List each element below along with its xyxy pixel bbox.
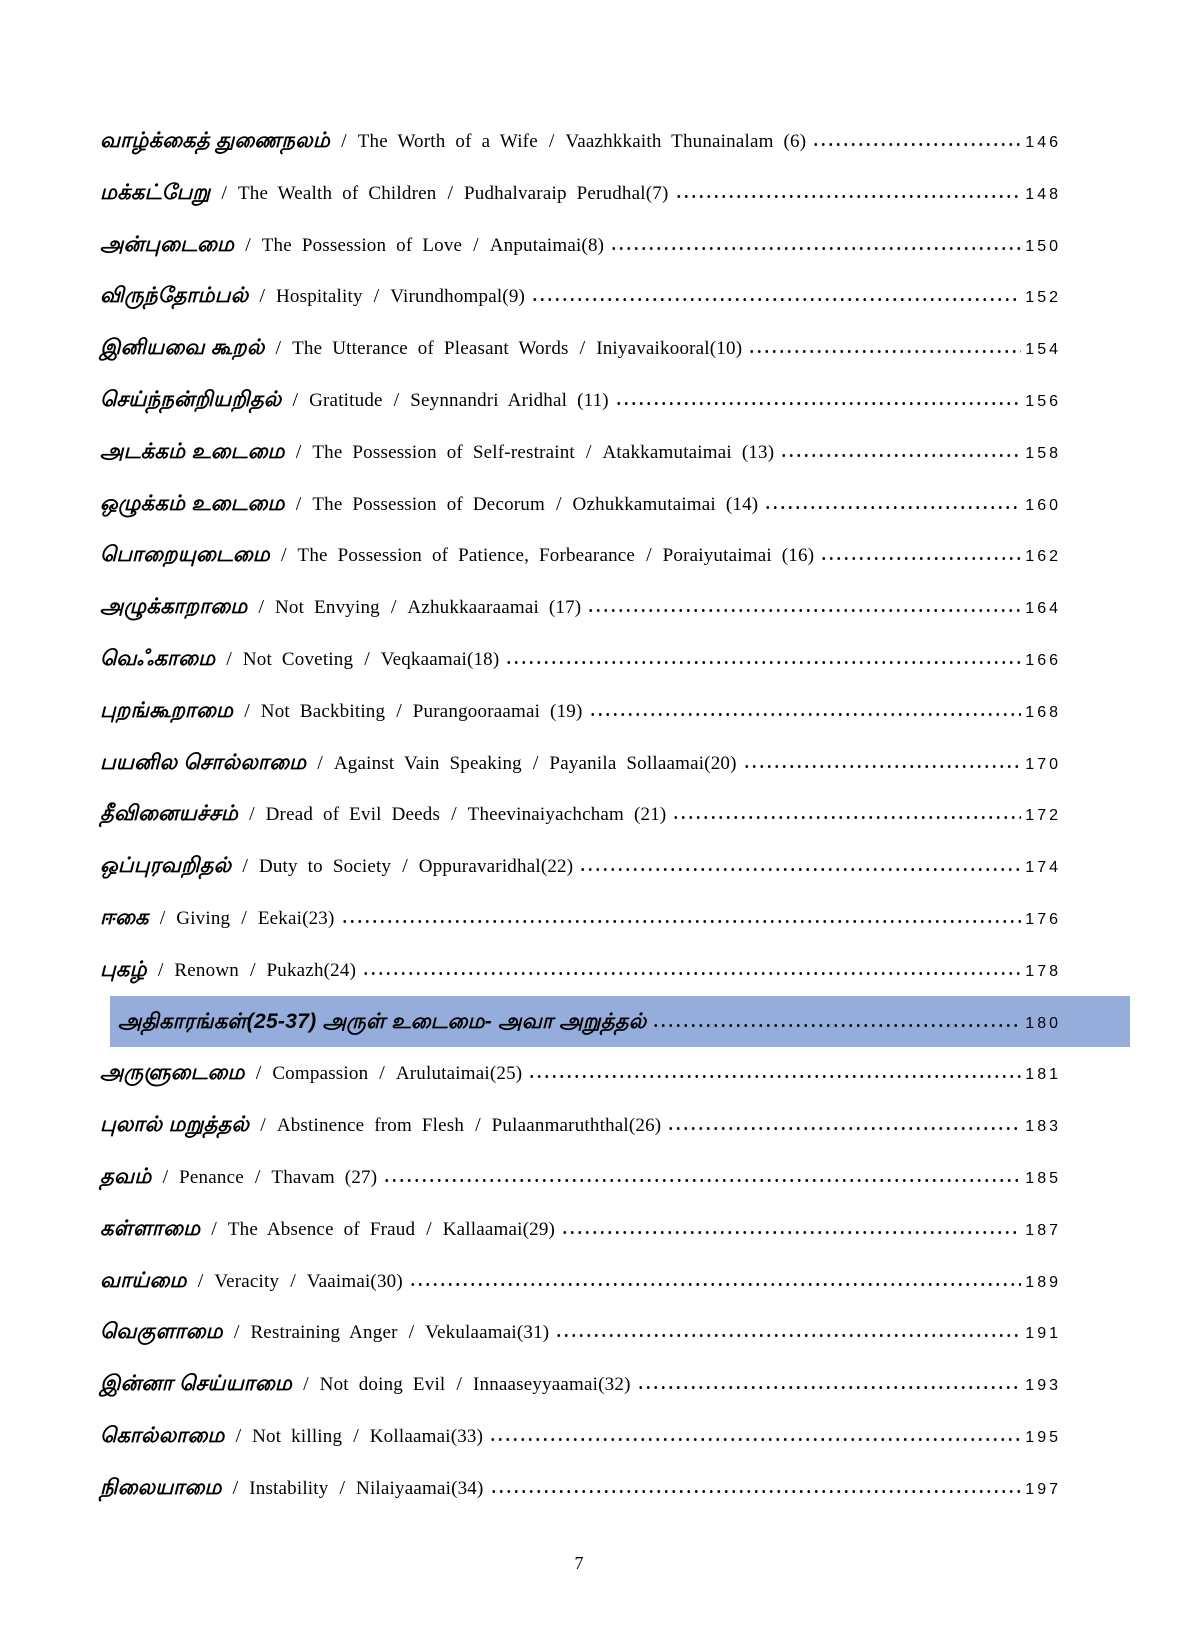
toc-entry-tamil-title: வாய்மை (100, 1268, 187, 1292)
dot-leader (637, 1386, 1022, 1389)
toc-entry-english-title: Dread of Evil Deeds (265, 804, 441, 826)
toc-row (100, 115, 1061, 167)
toc-row (100, 1047, 1061, 1099)
toc-entry-english-title: Not Backbiting (260, 700, 386, 722)
dot-leader (615, 402, 1021, 405)
page-footer (100, 1551, 1058, 1575)
toc-entry-page-number: 154 (1025, 341, 1061, 359)
separator-slash: / (245, 233, 251, 256)
toc-entry-transliteration: Purangooraamai (19) (412, 700, 583, 722)
toc-entry-english-title: The Possession of Decorum (312, 493, 545, 515)
separator-slash: / (197, 1269, 204, 1292)
separator-slash: / (303, 1373, 309, 1396)
toc-entry-transliteration: Azhukkaaraamai (17) (407, 597, 582, 619)
toc-row (100, 944, 1061, 996)
toc-entry-transliteration: Pudhalvaraip Perudhal(7) (464, 182, 669, 204)
separator-slash: / (295, 440, 302, 463)
toc-entry-page-number: 191 (1025, 1325, 1061, 1343)
toc-entry-transliteration: Innaaseyyaamai(32) (472, 1374, 631, 1396)
toc-entry-transliteration: Eekai(23) (257, 907, 335, 929)
toc-entry-tamil-title: அதிகாரங்கள்(25-37) அருள் உடைமை- அவா அறுத்தல் (118, 1009, 647, 1033)
dot-leader (743, 765, 1022, 768)
toc-row (100, 1099, 1061, 1151)
toc-entry-tamil-title: செய்ந்நன்றியறிதல் (100, 387, 282, 411)
toc-entry-english-title: Abstinence from Flesh (276, 1115, 465, 1137)
toc-row (100, 581, 1061, 633)
dot-leader (489, 1438, 1021, 1441)
separator-slash: / (396, 699, 402, 722)
separator-slash: / (555, 492, 562, 515)
toc-entry-transliteration: Virundhompal(9) (390, 286, 526, 308)
toc-entry-english-title: Giving (176, 907, 231, 929)
toc-row (100, 270, 1061, 322)
dot-leader (780, 454, 1021, 457)
toc-row (100, 478, 1061, 530)
toc-entry-english-title: Renown (174, 959, 239, 981)
separator-slash: / (290, 1269, 296, 1292)
dot-leader (652, 1024, 1021, 1027)
dot-leader (555, 1334, 1021, 1337)
toc-entry-transliteration: Pulaanmaruththal(26) (491, 1115, 662, 1137)
separator-slash: / (548, 130, 555, 152)
toc-entry-english-title: Hospitality (276, 286, 363, 308)
toc-row (100, 167, 1061, 219)
dot-leader (820, 557, 1021, 560)
toc-entry-tamil-title: கொல்லாமை (100, 1423, 225, 1447)
toc-entry-english-title: Restraining Anger (250, 1322, 398, 1344)
separator-slash: / (241, 906, 247, 929)
toc-entry-transliteration: Oppuravaridhal(22) (418, 856, 574, 878)
toc-entry-english-title: Not doing Evil (319, 1374, 446, 1396)
toc-entry-transliteration: Atakkamutaimai (13) (602, 441, 775, 463)
toc-entry-english-title: The Possession of Love (261, 234, 463, 256)
toc-row (100, 426, 1061, 478)
separator-slash: / (402, 855, 408, 878)
toc-entry-transliteration: Poraiyutaimai (16) (662, 545, 815, 567)
separator-slash: / (226, 647, 232, 670)
separator-slash: / (221, 181, 227, 204)
toc-entry-page-number: 187 (1025, 1221, 1061, 1239)
toc-row (100, 737, 1061, 789)
separator-slash: / (159, 906, 166, 929)
separator-slash: / (379, 1062, 385, 1085)
toc-entry-transliteration: Ozhukkamutaimai (14) (572, 493, 759, 515)
toc-entry-page-number: 150 (1025, 237, 1061, 255)
separator-slash: / (292, 388, 299, 411)
toc-entry-page-number: 185 (1025, 1169, 1061, 1187)
toc-row (100, 374, 1061, 426)
toc-entry-english-title: Gratitude (309, 389, 383, 411)
toc-entry-tamil-title: புலால் மறுத்தல் (100, 1113, 250, 1137)
separator-slash: / (244, 699, 250, 722)
dot-leader (531, 298, 1021, 301)
toc-entry-page-number: 193 (1025, 1377, 1061, 1395)
toc-entry-page-number: 160 (1025, 496, 1061, 514)
toc-entry-tamil-title: ஒழுக்கம் உடைமை (100, 491, 285, 515)
dot-leader (610, 247, 1021, 250)
toc-entry-tamil-title: ஒப்புரவறிதல் (100, 854, 232, 878)
dot-leader (341, 920, 1022, 923)
separator-slash: / (275, 337, 282, 360)
toc-entry-tamil-title: ஈகை (100, 905, 149, 929)
toc-entry-english-title: Not Coveting (242, 648, 354, 670)
footer-page-number: 7 (574, 1552, 584, 1573)
toc-entry-transliteration: Kallaamai(29) (442, 1218, 556, 1240)
toc-row (100, 1358, 1061, 1410)
toc-entry-transliteration: Theevinaiyachcham (21) (467, 804, 667, 826)
toc-entry-transliteration: Payanila Sollaamai(20) (549, 752, 737, 774)
separator-slash: / (249, 958, 256, 981)
toc-entry-english-title: Instability (249, 1477, 329, 1499)
toc-row-highlighted (110, 996, 1130, 1048)
dot-leader (672, 816, 1021, 819)
dot-leader (383, 1179, 1021, 1182)
separator-slash: / (211, 1217, 217, 1240)
toc-entry-tamil-title: அழுக்காறாமை (100, 595, 248, 619)
separator-slash: / (280, 544, 287, 567)
toc-entry-tamil-title: வெஃகாமை (100, 646, 216, 670)
toc-row (100, 633, 1061, 685)
dot-leader (505, 661, 1021, 664)
separator-slash: / (451, 803, 457, 826)
separator-slash: / (249, 803, 255, 826)
toc-entry-page-number: 146 (1025, 134, 1061, 151)
toc-entry-tamil-title: புறங்கூறாமை (100, 698, 234, 722)
separator-slash: / (235, 1424, 242, 1447)
separator-slash: / (353, 1424, 359, 1447)
separator-slash: / (473, 233, 479, 256)
toc-row (100, 1203, 1061, 1255)
toc-entry-page-number: 164 (1025, 600, 1061, 618)
toc-row (100, 1410, 1061, 1462)
dot-leader (528, 1075, 1021, 1078)
toc-entry-page-number: 168 (1025, 703, 1061, 721)
toc-row (100, 685, 1061, 737)
toc-entry-page-number: 148 (1025, 185, 1061, 203)
toc-entry-english-title: Penance (179, 1166, 244, 1188)
toc-entry-tamil-title: வாழ்க்கைத் துணைநலம் (100, 129, 331, 152)
separator-slash: / (475, 1114, 481, 1137)
separator-slash: / (408, 1321, 415, 1344)
toc-row (100, 1462, 1061, 1514)
separator-slash: / (447, 181, 453, 204)
separator-slash: / (532, 751, 539, 774)
toc-row (100, 529, 1061, 581)
toc-row (100, 1306, 1061, 1358)
toc-entry-english-title: Not Envying (275, 597, 380, 619)
toc-entry-transliteration: Vaaimai(30) (306, 1270, 403, 1292)
toc-entry-english-title: The Wealth of Children (237, 182, 437, 204)
toc-entry-transliteration: Seynnandri Aridhal (11) (410, 389, 609, 411)
toc-entry-transliteration: Pukazh(24) (266, 959, 357, 981)
dot-leader (667, 1127, 1021, 1130)
toc-entry-tamil-title: பொறையுடைமை (100, 543, 270, 567)
toc-entry-tamil-title: நிலையாமை (100, 1475, 222, 1499)
dot-leader (579, 868, 1021, 871)
separator-slash: / (393, 388, 400, 411)
separator-slash: / (317, 751, 323, 774)
separator-slash: / (162, 1165, 169, 1188)
toc-entry-page-number: 166 (1025, 651, 1061, 669)
toc-entry-tamil-title: பயனில சொல்லாமை (100, 750, 307, 774)
toc-entry-page-number: 174 (1025, 859, 1061, 877)
toc-entry-tamil-title: அடக்கம் உடைமை (100, 439, 285, 463)
toc-entry-page-number: 162 (1025, 548, 1061, 566)
toc-entry-transliteration: Vekulaamai(31) (425, 1322, 550, 1344)
toc-entry-page-number: 178 (1025, 962, 1061, 980)
separator-slash: / (373, 285, 380, 308)
toc-entry-page-number: 172 (1025, 807, 1061, 825)
toc-entry-page-number: 183 (1025, 1118, 1061, 1136)
toc-entry-page-number: 195 (1025, 1428, 1061, 1446)
separator-slash: / (456, 1373, 462, 1396)
separator-slash: / (232, 1476, 239, 1499)
toc-entry-english-title: The Utterance of Pleasant Words (292, 338, 569, 360)
toc-entry-transliteration: Vaazhkkaith Thunainalam (6) (565, 131, 807, 152)
toc-row (100, 788, 1061, 840)
toc-entry-page-number: 152 (1025, 289, 1061, 307)
separator-slash: / (259, 285, 266, 308)
toc-entry-transliteration: Iniyavaikooral(10) (596, 338, 743, 360)
toc-entry-english-title: Against Vain Speaking (333, 752, 522, 774)
separator-slash: / (339, 1476, 346, 1499)
separator-slash: / (341, 130, 347, 152)
toc-row (100, 892, 1061, 944)
toc-entry-tamil-title: தீவினையச்சம் (100, 802, 239, 826)
dot-leader (812, 143, 1021, 146)
toc-row (100, 840, 1061, 892)
toc-entry-transliteration: Thavam (27) (271, 1166, 378, 1188)
toc-row (100, 1255, 1061, 1307)
toc-entry-english-title: Not killing (252, 1425, 343, 1447)
toc-entry-english-title: The Possession of Self-restraint (312, 441, 575, 463)
toc-entry-transliteration: Arulutaimai(25) (395, 1063, 523, 1085)
dot-leader (675, 195, 1022, 198)
separator-slash: / (157, 958, 164, 981)
toc-entry-transliteration: Veqkaamai(18) (380, 648, 500, 670)
separator-slash: / (260, 1114, 266, 1137)
dot-leader (561, 1231, 1021, 1234)
dot-leader (409, 1283, 1021, 1286)
dot-leader (589, 713, 1022, 716)
toc-row (100, 219, 1061, 271)
separator-slash: / (390, 596, 397, 619)
toc-entry-transliteration: Kollaamai(33) (369, 1425, 484, 1447)
toc-entry-english-title: The Possession of Patience, Forbearance (297, 545, 636, 567)
separator-slash: / (585, 440, 592, 463)
separator-slash: / (579, 337, 586, 360)
toc-entry-tamil-title: அன்புடைமை (100, 232, 235, 256)
separator-slash: / (258, 596, 265, 619)
toc-entry-english-title: The Absence of Fraud (227, 1218, 416, 1240)
toc-row (100, 1151, 1061, 1203)
toc-entry-page-number: 189 (1025, 1273, 1061, 1291)
toc-entry-english-title: Duty to Society (258, 856, 392, 878)
separator-slash: / (426, 1217, 432, 1240)
toc-entry-page-number: 181 (1025, 1066, 1061, 1084)
separator-slash: / (254, 1165, 261, 1188)
toc-entry-english-title: Compassion (272, 1063, 369, 1085)
toc-entry-page-number: 158 (1025, 444, 1061, 462)
toc-entry-tamil-title: தவம் (100, 1164, 152, 1188)
dot-leader (764, 506, 1021, 509)
toc-entry-english-title: The Worth of a Wife (357, 131, 538, 152)
dot-leader (490, 1490, 1022, 1493)
dot-leader (362, 972, 1021, 975)
toc-entry-tamil-title: இனியவை கூறல் (100, 336, 265, 360)
separator-slash: / (295, 492, 302, 515)
toc-entry-tamil-title: புகழ் (100, 957, 147, 981)
dot-leader (748, 350, 1021, 353)
separator-slash: / (255, 1062, 262, 1085)
toc-entry-page-number: 170 (1025, 755, 1061, 773)
toc-entry-transliteration: Nilaiyaamai(34) (356, 1477, 484, 1499)
toc-entry-page-number: 176 (1025, 910, 1061, 928)
toc-entry-tamil-title: விருந்தோம்பல் (100, 284, 249, 308)
toc-row-list (100, 115, 1061, 1514)
toc-entry-page-number: 197 (1025, 1480, 1061, 1498)
separator-slash: / (364, 647, 370, 670)
toc-entry-tamil-title: இன்னா செய்யாமை (100, 1372, 293, 1396)
toc-entry-page-number: 156 (1025, 392, 1061, 410)
separator-slash: / (233, 1321, 240, 1344)
toc-entry-tamil-title: மக்கட்பேறு (100, 180, 211, 204)
toc-entry-tamil-title: வெகுளாமை (100, 1320, 223, 1344)
toc-entry-tamil-title: கள்ளாமை (100, 1216, 201, 1240)
toc-entry-english-title: Veracity (214, 1270, 280, 1292)
separator-slash: / (646, 544, 652, 567)
dot-leader (587, 609, 1021, 612)
toc-entry-transliteration: Anputaimai(8) (489, 234, 605, 256)
toc-row (100, 322, 1061, 374)
toc-entry-page-number: 180 (1025, 1014, 1061, 1032)
toc-entry-tamil-title: அருளுடைமை (100, 1061, 245, 1085)
separator-slash: / (242, 855, 248, 878)
